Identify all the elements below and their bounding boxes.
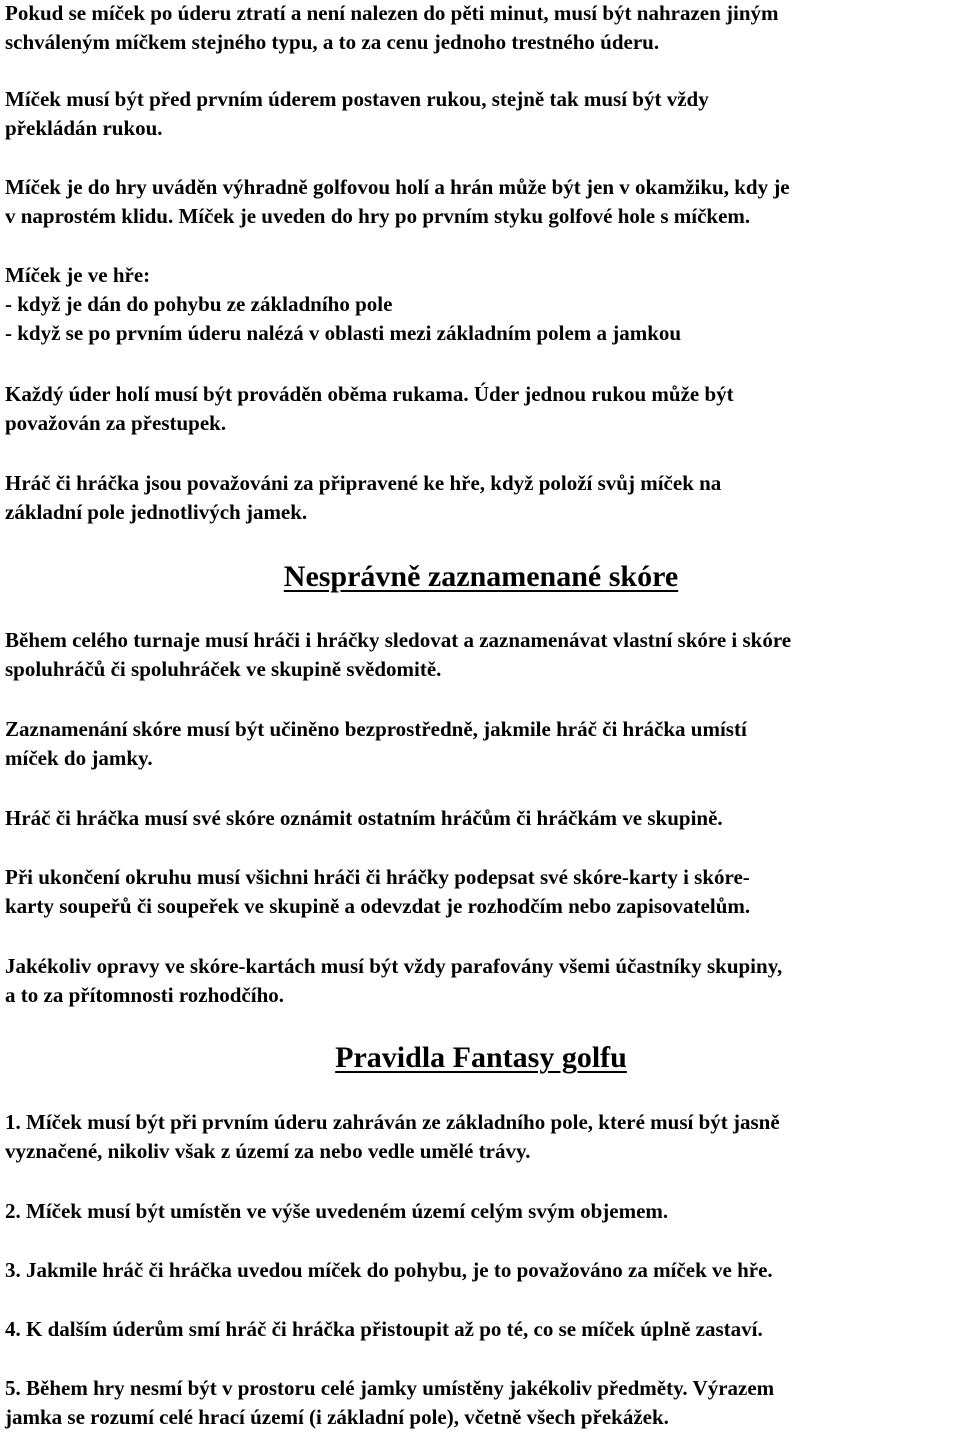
paragraph-ball-placement: Míček musí být před prvním úderem postaven rukou, stejně tak musí být vždy překládán rukou.: [5, 87, 709, 140]
paragraph-announce-score: Hráč či hráčka musí své skóre oznámit ostatním hráčům či hráčkám ve skupině.: [5, 806, 723, 830]
rule-item-1: 1. Míček musí být při prvním úderu zahráván ze základního pole, které musí být jasně vyznačené, nikoliv však z území za nebo vedle umělé trávy.: [5, 1110, 780, 1163]
section-heading-incorrect-score: Nesprávně zaznamenané skóre: [283, 560, 679, 593]
paragraph-ball-in-play-club: Míček je do hry uváděn výhradně golfovou holí a hrán může být jen v okamžiku, kdy je v naprostém klidu. Míček je uveden do hry po prvním styku golfové hole s míčkem.: [5, 175, 790, 228]
paragraph-track-score: Během celého turnaje musí hráči i hráčky sledovat a zaznamenávat vlastní skóre i skóre spoluhráčů či spoluhráček ve skupině svědomitě.: [5, 628, 792, 681]
paragraph-lost-ball: Pokud se míček po úderu ztratí a není nalezen do pěti minut, musí být nahrazen jiným schváleným míčkem stejného typu, a to za cenu jednoho trestného úderu.: [5, 1, 779, 54]
paragraph-record-immediately: Zaznamenání skóre musí být učiněno bezprostředně, jakmile hráč či hráčka umístí míček do jamky.: [5, 717, 747, 770]
paragraph-two-hands: Každý úder holí musí být prováděn oběma rukama. Úder jednou rukou může být považován za přestupek.: [5, 382, 734, 435]
rule-item-3: 3. Jakmile hráč či hráčka uvedou míček do pohybu, je to považováno za míček ve hře.: [5, 1258, 773, 1282]
rule-item-2: 2. Míček musí být umístěn ve výše uvedeném území celým svým objemem.: [5, 1199, 669, 1223]
paragraph-ready-to-play: Hráč či hráčka jsou považováni za připravené ke hře, když položí svůj míček na základní pole jednotlivých jamek.: [5, 471, 722, 524]
rule-item-4: 4. K dalším úderům smí hráč či hráčka přistoupit až po té, co se míček úplně zastaví.: [5, 1317, 763, 1341]
paragraph-corrections: Jakékoliv opravy ve skóre-kartách musí být vždy parafovány všemi účastníky skupiny, a to za přítomnosti rozhodčího.: [5, 954, 783, 1007]
paragraph-sign-scorecards: Při ukončení okruhu musí všichni hráči či hráčky podepsat své skóre-karty i skóre- karty soupeřů či soupeřek ve skupině a odevzdat je rozhodčím nebo zapisovatelům.: [5, 865, 751, 918]
paragraph-ball-in-play-list: Míček je ve hře: - když je dán do pohybu ze základního pole - když se po prvním úderu nalézá v oblasti mezi základním polem a jamkou: [5, 263, 682, 345]
rule-item-5: 5. Během hry nesmí být v prostoru celé jamky umístěny jakékoliv předměty. Výrazem jamka se rozumí celé hrací území (i základní pole), včetně všech překážek.: [5, 1376, 775, 1429]
section-heading-fantasy-golf-rules: Pravidla Fantasy golfu: [335, 1041, 627, 1074]
